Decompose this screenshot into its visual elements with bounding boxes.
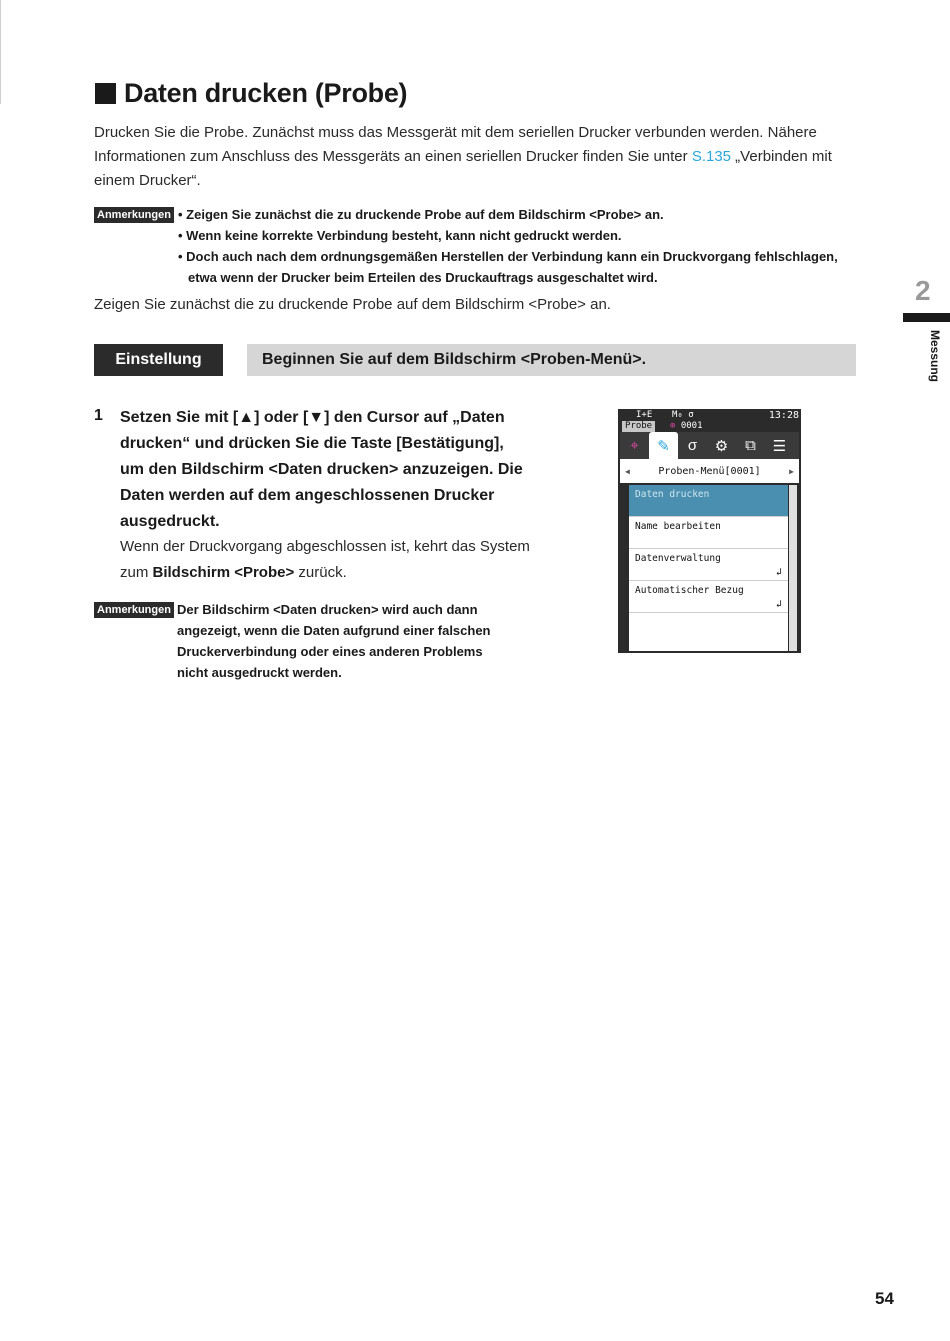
- target-mark-icon: ⊕: [670, 421, 676, 431]
- list-job-icon: ☰: [772, 437, 787, 455]
- chapter-number: 2: [915, 275, 931, 306]
- device-scrollbar: [789, 485, 797, 651]
- device-icon-bar: [620, 432, 799, 459]
- setting-text: Beginnen Sie auf dem Bildschirm <Proben-Menü>.: [247, 344, 856, 376]
- device-time: 13:28: [768, 410, 799, 421]
- device-menu-title-text: Proben-Menü[0001]: [658, 465, 761, 477]
- device-status-bar: [620, 410, 799, 432]
- device-menu-item: [629, 485, 788, 517]
- device-menu-item-label: Datenverwaltung: [635, 553, 721, 564]
- device-mode-icons: M₀ σ: [672, 410, 694, 420]
- step-result-text: Wenn der Druckvorgang abgeschlossen ist, kehrt das System zum: [120, 538, 530, 581]
- note-text: Der Bildschirm <Daten drucken> wird auch dann angezeigt, wenn die Daten aufgrund einer falschen Druckerverbindung oder eines anderen Problems nicht ausgedruckt werden.: [177, 602, 491, 680]
- note-item: • Zeigen Sie zunächst die zu druckende Probe auf dem Bildschirm <Probe> an.: [178, 207, 664, 222]
- after-note-text: Zeigen Sie zunächst die zu druckende Probe auf dem Bildschirm <Probe> an.: [94, 296, 611, 313]
- device-tab: Probe: [622, 421, 655, 432]
- step-number: 1: [94, 407, 103, 424]
- sigma-icon: σ: [687, 437, 698, 454]
- note-list: [178, 204, 848, 288]
- intro-text-end: „Verbinden mit einem Drucker“.: [94, 148, 832, 189]
- chapter-label: Messung: [928, 330, 942, 383]
- step-result-end: zurück.: [294, 564, 347, 581]
- note-badge: Anmerkungen: [94, 602, 174, 618]
- section-heading: [95, 78, 407, 109]
- return-icon: ↲: [775, 599, 782, 610]
- step-result-bold: Bildschirm <Probe>: [152, 564, 295, 581]
- arrow-right-icon: ▶: [789, 466, 794, 476]
- gear-icon: ⚙: [714, 437, 729, 455]
- step-instruction: Setzen Sie mit [▲] oder [▼] den Cursor auf „Daten drucken“ und drücken Sie die Taste [Bestätigung], um den Bildschirm <Daten drucken> anzuzeigen. Die Daten werden auf dem angeschlossenen Drucker ausgedruckt.: [120, 409, 523, 530]
- copy-icon: ⧉: [745, 437, 756, 454]
- return-icon: ↲: [775, 567, 782, 578]
- device-menu-item-label: Name bearbeiten: [635, 521, 721, 532]
- step-result: [120, 534, 530, 586]
- arrow-left-icon: ◀: [625, 466, 630, 476]
- device-sample-value: 0001: [680, 421, 703, 431]
- heading-square-icon: [95, 83, 116, 104]
- page-number: 54: [875, 1289, 894, 1308]
- wrench-icon: ✎: [649, 432, 678, 459]
- page-link[interactable]: S.135: [691, 148, 732, 165]
- device-menu-item-label: Automatischer Bezug: [635, 585, 744, 596]
- device-mode: I+E: [636, 410, 653, 420]
- note-item: • Doch auch nach dem ordnungsgemäßen Herstellen der Verbindung kann ein Druckvorgang fehlschlagen, etwa wenn der Drucker beim Erteilen des Druckauftrags ausgeschaltet wird.: [178, 249, 838, 285]
- device-menu-title: [620, 459, 799, 483]
- setting-label: Einstellung: [94, 344, 223, 376]
- device-menu-item: [629, 581, 788, 613]
- device-menu-item-label: Daten drucken: [635, 489, 710, 500]
- device-menu-item: [629, 549, 788, 581]
- intro-text: Drucken Sie die Probe. Zunächst muss das Messgerät mit dem seriellen Drucker verbunden werden. Nähere Informationen zum Anschluss des Messgeräts an einen seriellen Drucker finden Sie unter: [94, 124, 817, 165]
- device-menu-item: [629, 517, 788, 549]
- intro-paragraph: [94, 121, 854, 193]
- device-screenshot: [618, 409, 801, 653]
- device-menu-list: [629, 485, 788, 651]
- target-icon: ⌖: [630, 437, 639, 454]
- page-title: Daten drucken (Probe): [124, 78, 408, 108]
- note-item: • Wenn keine korrekte Verbindung besteht, kann nicht gedruckt werden.: [178, 228, 622, 243]
- chapter-bar: [903, 313, 950, 322]
- note-badge: Anmerkungen: [94, 207, 174, 223]
- device-sample-number: [670, 421, 703, 431]
- left-margin-rule: [0, 0, 1, 104]
